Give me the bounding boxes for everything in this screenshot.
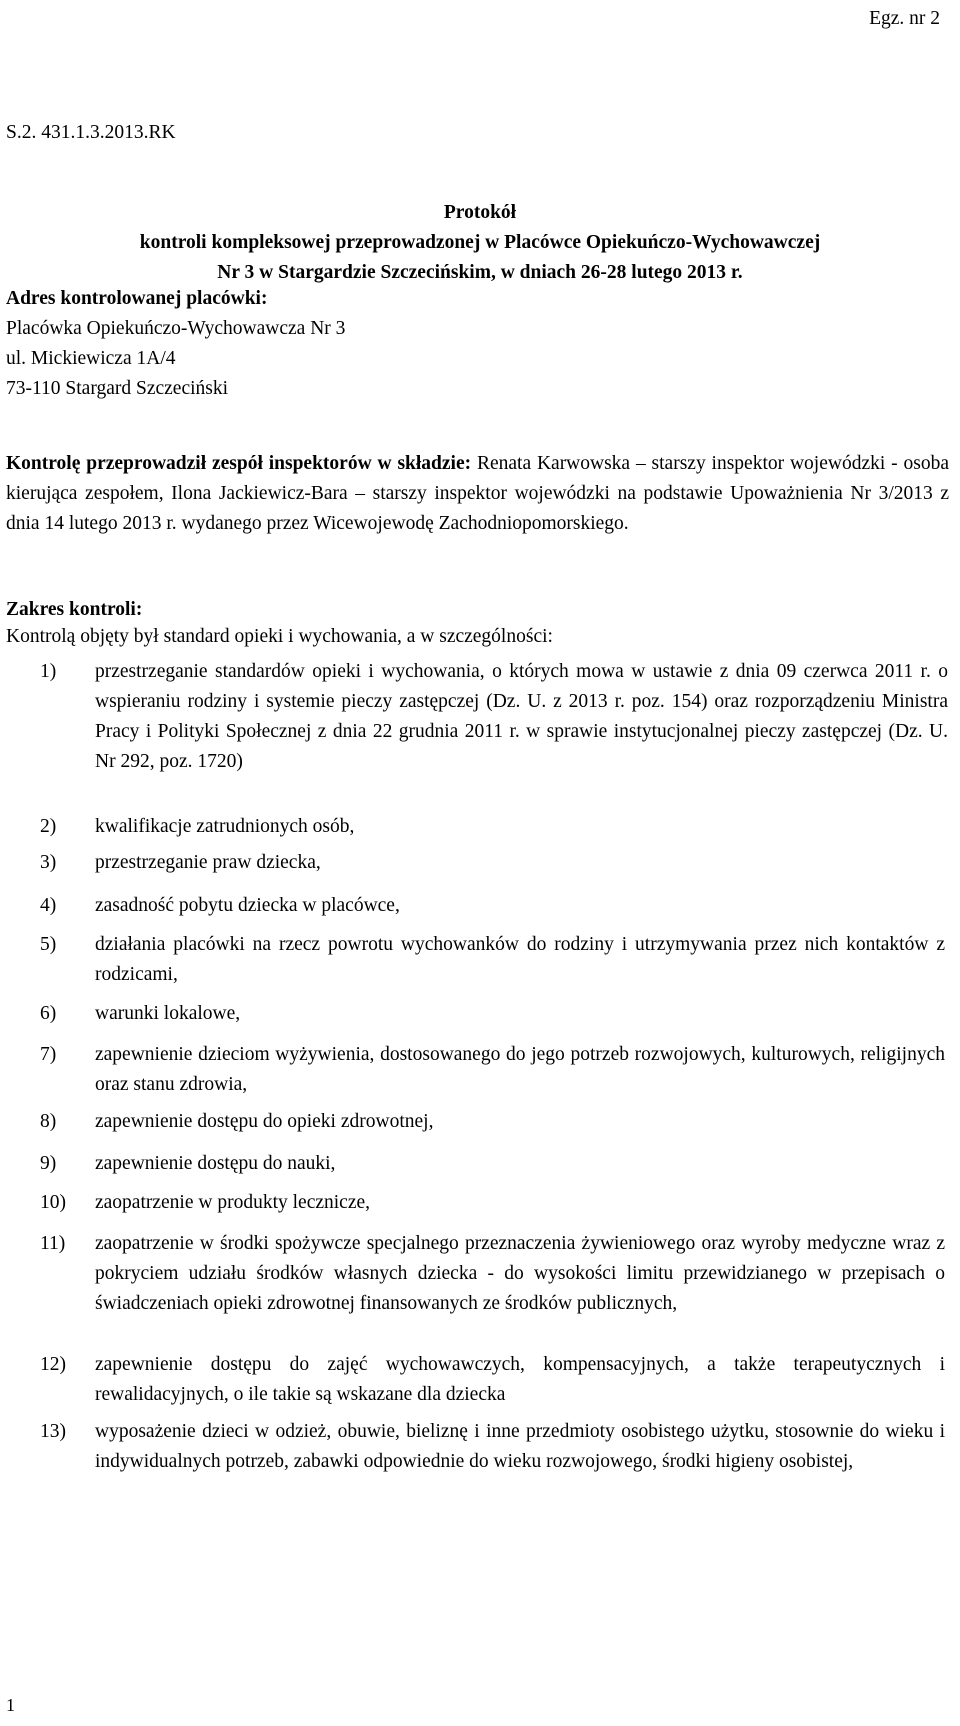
list-item-number: 4) [40, 895, 57, 916]
list-item-number: 2) [40, 816, 57, 837]
scope-intro: Kontrolą objęty był standard opieki i wychowania, a w szczególności: [6, 626, 553, 647]
list-item-number: 5) [40, 934, 57, 955]
title-line-3: Nr 3 w Stargardzie Szczecińskim, w dniach 26-28 lutego 2013 r. [217, 262, 743, 283]
list-item-number: 12) [40, 1354, 66, 1375]
list-item-text: zaopatrzenie w produkty lecznicze, [95, 1192, 371, 1213]
city-address: 73-110 Stargard Szczeciński [6, 378, 229, 399]
address-block [6, 284, 946, 404]
reference-number: S.2. 431.1.3.2013.RK [6, 122, 176, 143]
list-item-number: 7) [40, 1044, 57, 1065]
list-item-text: działania placówki na rzecz powrotu wychowanków do rodziny i utrzymywania przez nich kontaktów z rodzicami, [95, 934, 945, 985]
protocol-title [0, 198, 960, 288]
list-item-text: zaopatrzenie w środki spożywcze specjalnego przeznaczenia żywieniowego oraz wyroby medyczne wraz z pokryciem udziału środków własnych dziecka - do wysokości limitu przewidzianego w przepisach o świadczeniach opieki zdrowotnej finansowanych ze środków publicznych, [95, 1233, 945, 1314]
list-item-text: warunki lokalowe, [95, 1003, 241, 1024]
address-label: Adres kontrolowanej placówki: [6, 288, 268, 309]
list-item-text: zapewnienie dostępu do opieki zdrowotnej, [95, 1111, 434, 1132]
list-item-number: 3) [40, 852, 57, 873]
team-label: Kontrolę przeprowadził zespół inspektorów w składzie: [6, 453, 472, 474]
street-address: ul. Mickiewicza 1A/4 [6, 348, 176, 369]
list-item-number: 1) [40, 661, 57, 682]
list-item-text: przestrzeganie praw dziecka, [95, 852, 321, 873]
list-item-text: zapewnienie dostępu do zajęć wychowawczych, kompensacyjnych, a także terapeutycznych i rewalidacyjnych, o ile takie są wskazane dla dziecka [95, 1354, 945, 1405]
list-item-number: 13) [40, 1421, 66, 1442]
scope-label: Zakres kontroli: [6, 599, 143, 620]
list-item-number: 10) [40, 1192, 66, 1213]
list-item-text: zasadność pobytu dziecka w placówce, [95, 895, 400, 916]
copy-number: Egz. nr 2 [869, 8, 940, 29]
list-item-number: 6) [40, 1003, 57, 1024]
list-item-text: zapewnienie dostępu do nauki, [95, 1153, 336, 1174]
team-text: Renata Karwowska – starszy inspektor wojewódzki - osoba kierująca zespołem, Ilona Jackiewicz-Bara – starszy inspektor wojewódzki na podstawie Upoważnienia Nr 3/2013 z dnia 14 lutego 2013 r. wydanego przez Wicewojewodę Zachodniopomorskiego. [6, 453, 949, 534]
inspection-team [6, 449, 949, 539]
list-item-text: przestrzeganie standardów opieki i wychowania, o których mowa w ustawie z dnia 09 czerwca 2011 r. o wspieraniu rodziny i systemie pieczy zastępczej (Dz. U. z 2013 r. poz. 154) oraz rozporządzeniu Ministra Pracy i Polityki Społecznej z dnia 22 grudnia 2011 r. w sprawie instytucjonalnej pieczy zastępczej (Dz. U. Nr 292, poz. 1720) [95, 661, 948, 772]
facility-name: Placówka Opiekuńczo-Wychowawcza Nr 3 [6, 318, 346, 339]
list-item-text: wyposażenie dzieci w odzież, obuwie, bieliznę i inne przedmioty osobistego użytku, stosownie do wieku i indywidualnych potrzeb, zabawki odpowiednie do wieku rozwojowego, środki higieny osobistej, [95, 1421, 945, 1472]
list-item-text: kwalifikacje zatrudnionych osób, [95, 816, 355, 837]
list-item-text: zapewnienie dzieciom wyżywienia, dostosowanego do jego potrzeb rozwojowych, kulturowych, religijnych oraz stanu zdrowia, [95, 1044, 945, 1095]
list-item-number: 11) [40, 1233, 66, 1254]
list-item-number: 9) [40, 1153, 57, 1174]
page-number: 1 [6, 1695, 15, 1715]
list-item-number: 8) [40, 1111, 57, 1132]
title-line-2: kontroli kompleksowej przeprowadzonej w Placówce Opiekuńczo-Wychowawczej [139, 232, 821, 253]
title-line-1: Protokół [443, 202, 517, 223]
